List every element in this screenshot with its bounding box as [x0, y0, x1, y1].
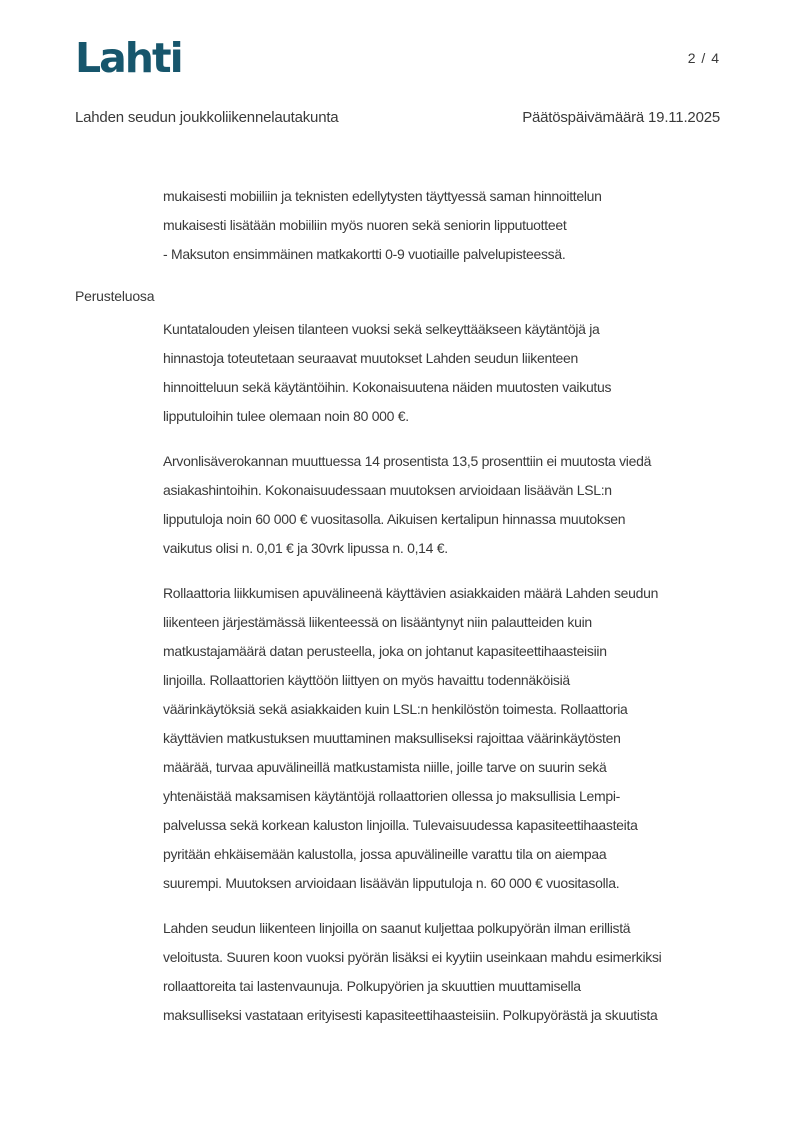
text-line: vaikutus olisi n. 0,01 € ja 30vrk lipussa n. 0,14 €. — [163, 540, 448, 556]
paragraph — [163, 447, 720, 563]
text-line: mukaisesti mobiiliin ja teknisten edellytysten täyttyessä saman hinnoittelun — [163, 188, 602, 204]
text-line: Kuntatalouden yleisen tilanteen vuoksi sekä selkeyttääkseen käytäntöjä ja — [163, 321, 600, 337]
text-line: Lahden seudun liikenteen linjoilla on saanut kuljettaa polkupyörän ilman erillistä — [163, 920, 631, 936]
text-line: maksulliseksi vastataan erityisesti kapasiteettihaasteisiin. Polkupyörästä ja skuutista — [163, 1007, 658, 1023]
document-body — [75, 182, 720, 1030]
section-heading: Perusteluosa — [75, 288, 155, 304]
text-line: asiakashintoihin. Kokonaisuudessaan muutoksen arvioidaan lisäävän LSL:n — [163, 482, 612, 498]
page-header — [75, 34, 720, 82]
text-line: käyttävien matkustuksen muuttaminen maksulliseksi rajoittaa väärinkäytösten — [163, 730, 621, 746]
text-line: yhtenäistää maksamisen käytäntöjä rollaattorien ollessa jo maksullisia Lempi- — [163, 788, 621, 804]
text-line: määrää, turvaa apuvälineillä matkustamista niille, joille tarve on suurin sekä — [163, 759, 607, 775]
paragraph — [163, 579, 720, 898]
text-line: - Maksuton ensimmäinen matkakortti 0-9 vuotiaille palvelupisteessä. — [163, 246, 566, 262]
decision-date: Päätöspäivämäärä 19.11.2025 — [522, 109, 720, 126]
text-line: pyritään ehkäisemään kalustolla, jossa apuvälineille varattu tila on aiempaa — [163, 846, 607, 862]
lahti-logo: Lahti — [75, 34, 182, 82]
text-line: Rollaattoria liikkumisen apuvälineenä käyttävien asiakkaiden määrä Lahden seudun — [163, 585, 659, 601]
paragraph — [163, 914, 720, 1030]
text-line: mukaisesti lisätään mobiiliin myös nuoren sekä seniorin lipputuotteet — [163, 217, 567, 233]
text-line: linjoilla. Rollaattorien käyttöön liittyen on myös havaittu todennäköisiä — [163, 672, 570, 688]
paragraph — [163, 315, 720, 431]
committee-name: Lahden seudun joukkoliikennelautakunta — [75, 109, 339, 126]
text-line: väärinkäytöksiä sekä asiakkaiden kuin LSL:n henkilöstön toimesta. Rollaattoria — [163, 701, 628, 717]
text-line: palvelussa sekä korkean kaluston linjoilla. Tulevaisuudessa kapasiteettihaasteita — [163, 817, 638, 833]
text-line: liikenteen järjestämässä liikenteessä on lisääntynyt niin palautteiden kuin — [163, 614, 592, 630]
document-meta-row — [75, 109, 720, 126]
text-line: suurempi. Muutoksen arvioidaan lisäävän lipputuloja n. 60 000 € vuositasolla. — [163, 875, 620, 891]
text-line: hinnastoja toteutetaan seuraavat muutokset Lahden seudun liikenteen — [163, 350, 578, 366]
text-line: Arvonlisäverokannan muuttuessa 14 prosentista 13,5 prosenttiin ei muutosta viedä — [163, 453, 652, 469]
intro-list-continuation — [163, 182, 720, 269]
text-line: matkustajamäärä datan perusteella, joka on johtanut kapasiteettihaasteisiin — [163, 643, 607, 659]
text-line: lipputuloja noin 60 000 € vuositasolla. Aikuisen kertalipun hinnassa muutoksen — [163, 511, 626, 527]
text-line: lipputuloihin tulee olemaan noin 80 000 €. — [163, 408, 409, 424]
page-number: 2 / 4 — [687, 50, 720, 66]
text-line: veloitusta. Suuren koon vuoksi pyörän lisäksi ei kyytiin useinkaan mahdu esimerkiksi — [163, 949, 662, 965]
text-line: hinnoitteluun sekä käytäntöihin. Kokonaisuutena näiden muutosten vaikutus — [163, 379, 612, 395]
text-line: rollaattoreita tai lastenvaunuja. Polkupyörien ja skuuttien muuttamisella — [163, 978, 581, 994]
